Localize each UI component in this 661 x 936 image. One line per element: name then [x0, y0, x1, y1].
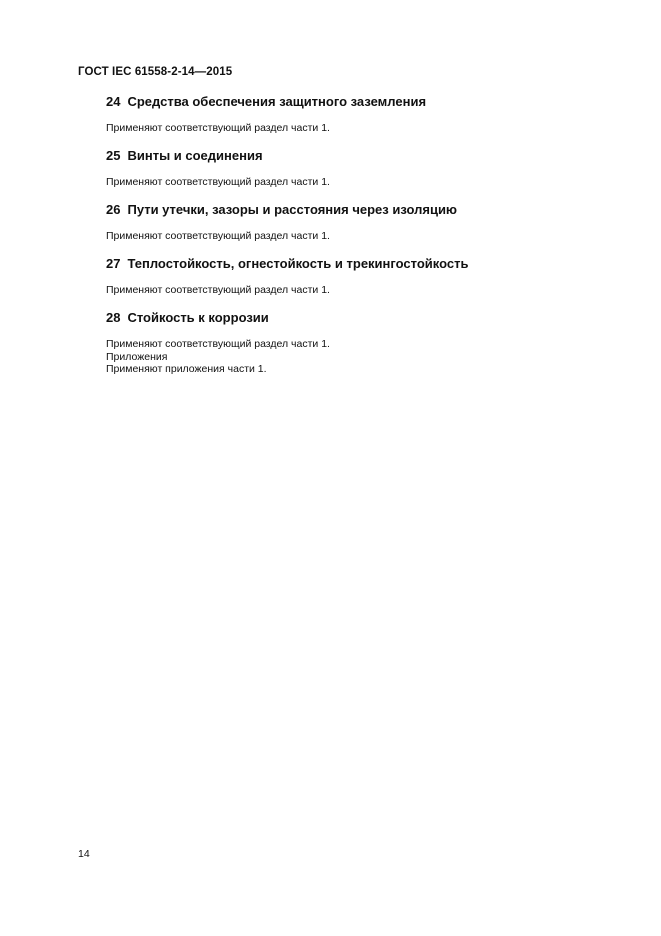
- section-title: [106, 148, 263, 163]
- section-title: [106, 310, 269, 325]
- section-body: [106, 284, 330, 297]
- annexes-heading: Приложения: [106, 350, 168, 363]
- section-body: [106, 230, 330, 243]
- section-title: [106, 202, 457, 217]
- body-line: Применяют приложения части 1.: [106, 363, 267, 375]
- page-number: 14: [78, 848, 90, 860]
- section-number: 25: [106, 148, 121, 163]
- section-heading: Средства обеспечения защитного заземления: [127, 94, 427, 109]
- body-line: Применяют соответствующий раздел части 1.: [106, 176, 330, 188]
- section-heading: Винты и соединения: [127, 148, 263, 163]
- section-body: [106, 122, 330, 135]
- body-line: Применяют соответствующий раздел части 1.: [106, 122, 330, 134]
- section-body: [106, 338, 330, 376]
- section-title: [106, 94, 426, 109]
- section-heading: Пути утечки, зазоры и расстояния через изоляцию: [127, 202, 458, 217]
- section-title: [106, 256, 468, 271]
- section-number: 24: [106, 94, 121, 109]
- body-line: Применяют соответствующий раздел части 1.: [106, 284, 330, 296]
- section-number: 26: [106, 202, 121, 217]
- section-heading: Стойкость к коррозии: [127, 310, 269, 325]
- body-line: Применяют соответствующий раздел части 1.: [106, 230, 330, 242]
- body-line: Применяют соответствующий раздел части 1.: [106, 338, 330, 350]
- standard-code-header: ГОСТ IEC 61558-2-14—2015: [78, 66, 233, 78]
- section-number: 27: [106, 256, 121, 271]
- section-heading: Теплостойкость, огнестойкость и трекингостойкость: [127, 256, 469, 271]
- section-number: 28: [106, 310, 121, 325]
- section-body: [106, 176, 330, 189]
